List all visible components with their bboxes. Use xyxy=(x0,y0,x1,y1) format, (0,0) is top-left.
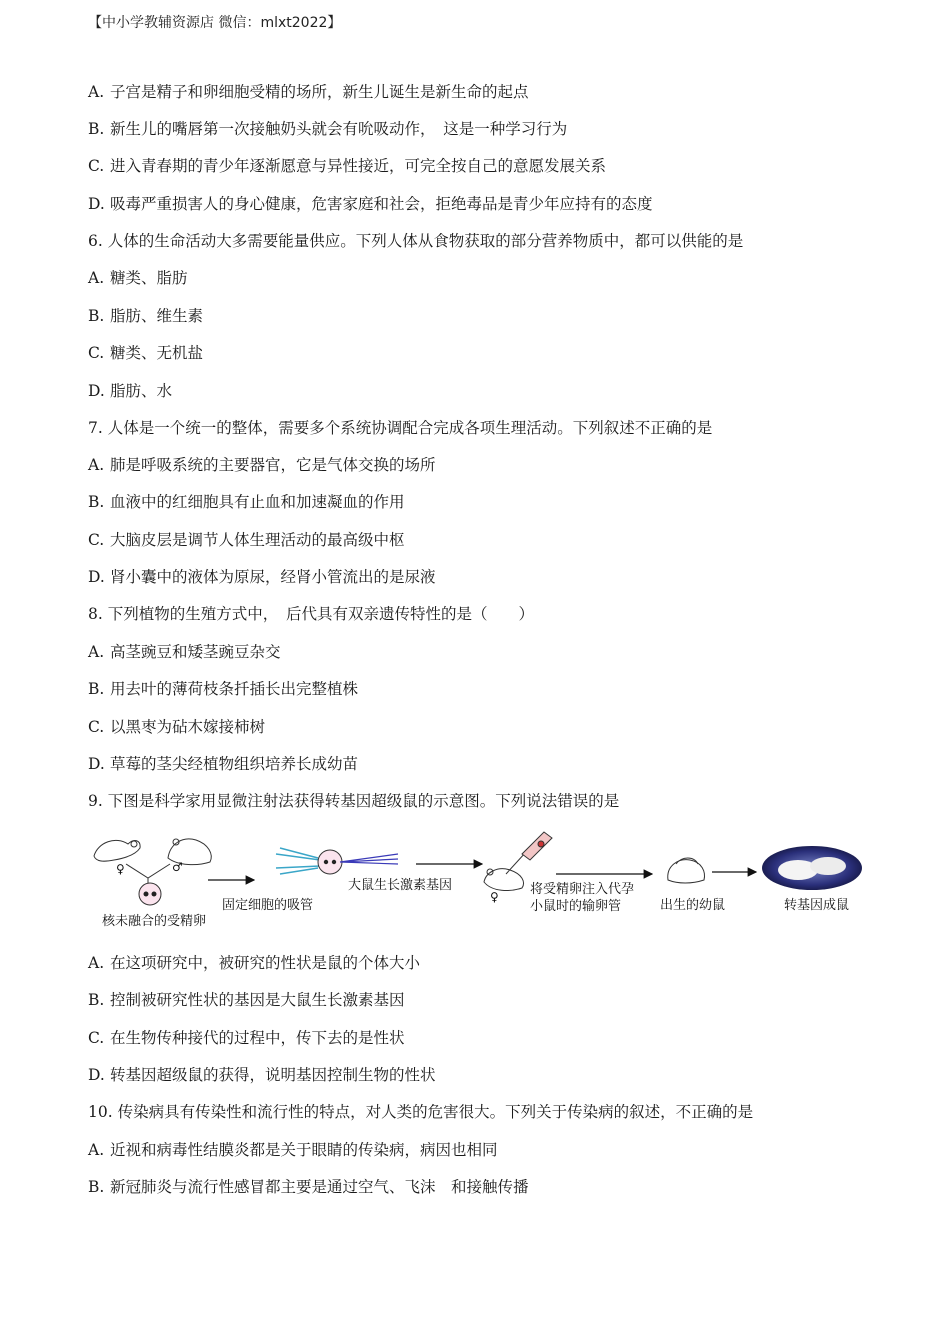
q7-option-d[interactable]: D. 肾小囊中的液体为原尿，经肾小管流出的是尿液 xyxy=(88,568,436,586)
header-watermark: 【中小学教辅资源店 微信：mlxt2022】 xyxy=(88,15,342,31)
q9-option-b[interactable]: B. 控制被研究性状的基因是大鼠生长激素基因 xyxy=(88,991,405,1009)
q6-option-a[interactable]: A. 糖类、脂肪 xyxy=(88,269,188,287)
fertilized-egg-icon xyxy=(139,883,161,905)
q9-option-a[interactable]: A. 在这项研究中，被研究的性状是鼠的个体大小 xyxy=(88,954,421,972)
q5-option-b[interactable]: B. 新生儿的嘴唇第一次接触奶头就会有吮吸动作， 这是一种学习行为 xyxy=(88,120,568,138)
q6-option-d[interactable]: D. 脂肪、水 xyxy=(88,382,173,400)
q8-stem: 8. 下列植物的生殖方式中， 后代具有双亲遗传特性的是（ ） xyxy=(88,605,534,623)
q9-stem: 9. 下图是科学家用显微注射法获得转基因超级鼠的示意图。下列说法错误的是 xyxy=(88,792,620,810)
q9-option-d[interactable]: D. 转基因超级鼠的获得，说明基因控制生物的性状 xyxy=(88,1066,436,1084)
female-symbol: ♀ xyxy=(116,862,125,876)
q5-option-c[interactable]: C. 进入青春期的青少年逐渐愿意与异性接近，可完全按自己的意愿发展关系 xyxy=(88,157,607,175)
female-symbol-2: ♀ xyxy=(490,890,499,904)
q8-option-a[interactable]: A. 高茎豌豆和矮茎豌豆杂交 xyxy=(88,643,281,661)
transgenic-mouse-diagram xyxy=(86,824,866,934)
q5-option-d[interactable]: D. 吸毒严重损害人的身心健康，危害家庭和社会，拒绝毒品是青少年应持有的态度 xyxy=(88,195,653,213)
transgenic-adult-mice-icon xyxy=(762,846,862,890)
label-transgenic-adult: 转基因成鼠 xyxy=(784,898,850,913)
q5-option-a[interactable]: A. 子宫是精子和卵细胞受精的场所，新生儿诞生是新生命的起点 xyxy=(88,83,529,101)
q8-option-d[interactable]: D. 草莓的茎尖经植物组织培养长成幼苗 xyxy=(88,755,359,773)
q6-option-b[interactable]: B. 脂肪、维生素 xyxy=(88,307,204,325)
q6-option-c[interactable]: C. 糖类、无机盐 xyxy=(88,344,204,362)
micro-injection-icon xyxy=(276,848,398,874)
q7-option-b[interactable]: B. 血液中的红细胞具有止血和加速凝血的作用 xyxy=(88,493,405,511)
q7-option-a[interactable]: A. 肺是呼吸系统的主要器官，它是气体交换的场所 xyxy=(88,456,436,474)
q7-option-c[interactable]: C. 大脑皮层是调节人体生理活动的最高级中枢 xyxy=(88,531,405,549)
label-holding-pipette: 固定细胞的吸管 xyxy=(222,898,314,913)
q9-option-c[interactable]: C. 在生物传种接代的过程中，传下去的是性状 xyxy=(88,1029,405,1047)
q6-stem: 6. 人体的生命活动大多需要能量供应。下列人体从食物获取的部分营养物质中，都可以供能的是 xyxy=(88,232,744,250)
newborn-mice-icon xyxy=(668,858,705,883)
q10-stem: 10. 传染病具有传染性和流行性的特点，对人类的危害很大。下列关于传染病的叙述，不正确的是 xyxy=(88,1103,754,1121)
parent-mice-icon xyxy=(94,839,211,888)
label-rat-gh-gene: 大鼠生长激素基因 xyxy=(348,878,453,893)
label-newborn-mice: 出生的幼鼠 xyxy=(660,898,726,913)
label-inject-egg-line1: 将受精卵注入代孕 xyxy=(530,882,635,897)
q8-option-b[interactable]: B. 用去叶的薄荷枝条扦插长出完整植株 xyxy=(88,680,359,698)
label-unfused-egg: 核未融合的受精卵 xyxy=(102,914,207,929)
q7-stem: 7. 人体是一个统一的整体，需要多个系统协调配合完成各项生理活动。下列叙述不正确的是 xyxy=(88,419,713,437)
q8-option-c[interactable]: C. 以黑枣为砧木嫁接柿树 xyxy=(88,718,266,736)
q10-option-b[interactable]: B. 新冠肺炎与流行性感冒都主要是通过空气、飞沫 和接触传播 xyxy=(88,1178,529,1196)
q10-option-a[interactable]: A. 近视和病毒性结膜炎都是关于眼睛的传染病，病因也相同 xyxy=(88,1141,498,1159)
male-symbol: ♂ xyxy=(172,860,183,874)
label-inject-egg-line2: 小鼠时的输卵管 xyxy=(530,899,622,914)
